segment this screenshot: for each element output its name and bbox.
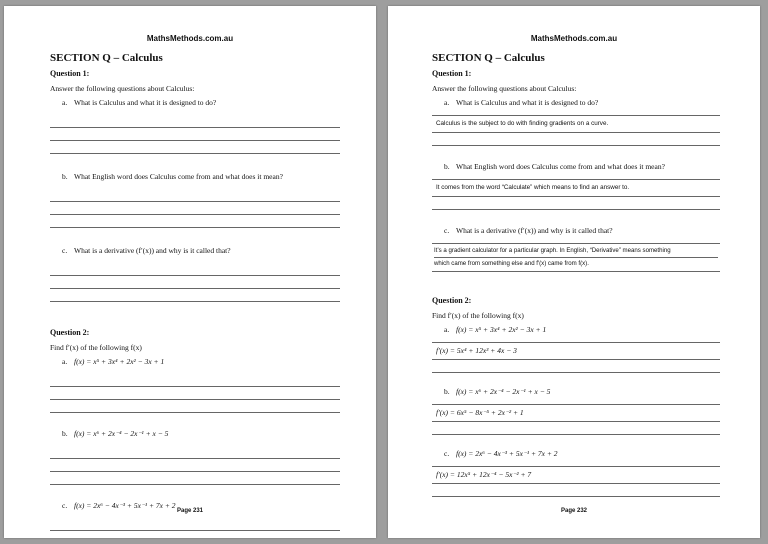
item-label: b.	[444, 162, 450, 171]
answer-line	[50, 374, 340, 387]
answer-line	[50, 459, 340, 472]
item-text: What English word does Calculus come from and what does it mean?	[456, 162, 665, 171]
q2b	[444, 387, 720, 396]
site-header: MathsMethods.com.au	[530, 34, 618, 43]
answer-lines	[50, 115, 340, 154]
answer-line	[50, 472, 340, 485]
answer-line	[432, 133, 720, 146]
item-label: b.	[62, 429, 68, 438]
answer-line	[50, 141, 340, 154]
answer-q1b: It comes from the word “Calculate” which means to find an answer to.	[432, 179, 720, 197]
item-label: c.	[444, 226, 450, 235]
page-content	[50, 52, 340, 538]
answer-lines	[50, 446, 340, 485]
q1a	[62, 98, 340, 107]
item-label: b.	[62, 172, 68, 181]
page-left	[4, 6, 376, 538]
question1-intro: Answer the following questions about Calculus:	[50, 84, 195, 93]
question2-title: Question 2:	[432, 296, 472, 305]
item-label: a.	[444, 98, 450, 107]
site-header: MathsMethods.com.au	[146, 34, 234, 43]
page-number: Page 232	[560, 508, 588, 514]
q1b	[62, 172, 340, 181]
answer-q1c-line1: It’s a gradient calculator for a particular graph. In English, “Derivative” means something	[434, 245, 718, 258]
answer-lines	[50, 518, 340, 538]
item-text: What is Calculus and what it is designed to do?	[456, 98, 599, 107]
item-text: f(x) = 2x⁶ − 4x⁻³ + 5x⁻¹ + 7x + 2	[456, 449, 558, 458]
answer-q2a: f′(x) = 5x⁴ + 12x³ + 4x − 3	[432, 342, 720, 360]
answer-line	[50, 289, 340, 302]
answer-lines	[50, 263, 340, 302]
item-label: c.	[62, 246, 68, 255]
answer-q1a: Calculus is the subject to do with finding gradients on a curve.	[432, 115, 720, 133]
item-text: What English word does Calculus come from and what does it mean?	[74, 172, 283, 181]
item-text: f(x) = x⁵ + 3x⁴ + 2x² − 3x + 1	[74, 357, 165, 366]
answer-line	[50, 446, 340, 459]
answer-q2c: f′(x) = 12x⁵ + 12x⁻⁴ − 5x⁻² + 7	[432, 466, 720, 484]
answer-line	[50, 400, 340, 413]
section-title: SECTION Q – Calculus	[50, 52, 163, 64]
page-right	[388, 6, 760, 538]
item-text: f(x) = x⁶ + 2x⁻⁴ − 2x⁻¹ + x − 5	[456, 387, 551, 396]
question1-intro: Answer the following questions about Calculus:	[432, 84, 577, 93]
item-label: c.	[62, 501, 68, 510]
answer-line	[432, 360, 720, 373]
question1-title: Question 1:	[50, 69, 90, 78]
answer-line	[50, 189, 340, 202]
q2c	[444, 449, 720, 458]
question2-title: Question 2:	[50, 328, 90, 337]
answer-lines	[50, 374, 340, 413]
item-label: a.	[62, 98, 68, 107]
page-content	[432, 52, 720, 497]
answer-line	[432, 484, 720, 497]
q2a	[62, 357, 340, 366]
page-number: Page 231	[176, 508, 204, 514]
item-text: What is a derivative (f′(x)) and why is it called that?	[74, 246, 231, 255]
answer-line	[50, 387, 340, 400]
question2-intro: Find f′(x) of the following f(x)	[50, 343, 142, 352]
q1b	[444, 162, 720, 171]
item-text: f(x) = x⁶ + 2x⁻⁴ − 2x⁻¹ + x − 5	[74, 429, 169, 438]
item-label: a.	[62, 357, 68, 366]
item-text: f(x) = 2x⁶ − 4x⁻³ + 5x⁻¹ + 7x + 2	[74, 501, 176, 510]
item-label: c.	[444, 449, 450, 458]
answer-line	[50, 518, 340, 531]
item-label: a.	[444, 325, 450, 334]
answer-lines	[50, 189, 340, 228]
q1c	[444, 226, 720, 235]
question1-title: Question 1:	[432, 69, 472, 78]
q1c	[62, 246, 340, 255]
q2b	[62, 429, 340, 438]
item-text: What is Calculus and what it is designed to do?	[74, 98, 217, 107]
q2a	[444, 325, 720, 334]
answer-line	[50, 202, 340, 215]
q1a	[444, 98, 720, 107]
answer-line	[432, 422, 720, 435]
question2-intro: Find f′(x) of the following f(x)	[432, 311, 524, 320]
answer-line	[50, 115, 340, 128]
answer-q1c	[432, 243, 720, 272]
section-title: SECTION Q – Calculus	[432, 52, 545, 64]
answer-line	[432, 197, 720, 210]
answer-line	[50, 531, 340, 538]
answer-q2b: f′(x) = 6x⁵ − 8x⁻⁵ + 2x⁻² + 1	[432, 404, 720, 422]
item-text: f(x) = x⁵ + 3x⁴ + 2x² − 3x + 1	[456, 325, 547, 334]
answer-line	[50, 215, 340, 228]
item-label: b.	[444, 387, 450, 396]
answer-line	[50, 276, 340, 289]
answer-q1c-line2: which came from something else and f′(x) came from f(x).	[434, 260, 589, 267]
answer-line	[50, 128, 340, 141]
item-text: What is a derivative (f′(x)) and why is it called that?	[456, 226, 613, 235]
answer-line	[50, 263, 340, 276]
